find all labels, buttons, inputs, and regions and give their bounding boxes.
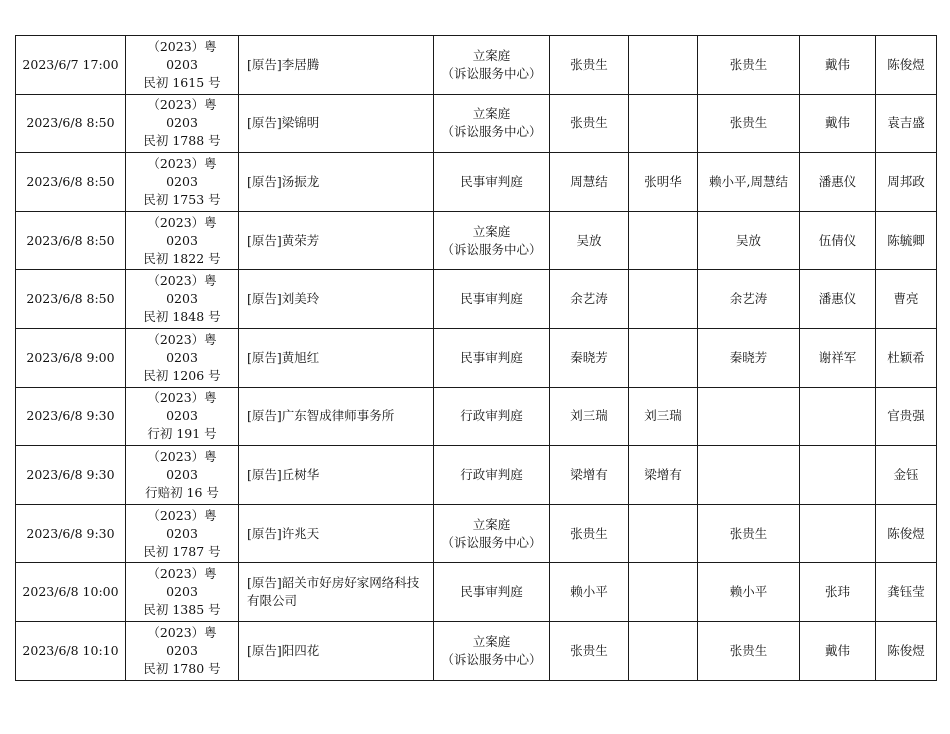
cell-judge [550, 211, 629, 270]
cell-case-number-text: （2023）粤 0203 [147, 38, 217, 72]
cell-party-text: [原告]阳四花 [247, 642, 320, 658]
cell-party-text: [原告]黄旭红 [247, 349, 320, 365]
cell-party-text: [原告]韶关市好房好家网络科技有限公司 [247, 575, 420, 609]
cell-col8 [800, 563, 876, 622]
cell-col7 [698, 563, 800, 622]
cell-col8-text: 伍倩仪 [818, 232, 857, 248]
cell-case-number-text: 民初 1615 号 [143, 74, 221, 90]
cell-party-text: [原告]李居腾 [247, 56, 320, 72]
hearing-schedule-table [15, 35, 937, 681]
cell-judge [550, 504, 629, 563]
cell-tribunal [434, 387, 550, 446]
cell-col7 [698, 387, 800, 446]
cell-judge-text: 张贵生 [570, 115, 608, 131]
cell-col7-text: 余艺涛 [729, 291, 768, 307]
cell-hearing-time-text: 2023/6/7 17:00 [22, 56, 119, 72]
cell-party [239, 153, 434, 212]
cell-tribunal [434, 621, 550, 680]
cell-party-text: [原告]刘美玲 [247, 291, 320, 307]
cell-col9 [876, 36, 937, 95]
table-row [16, 153, 937, 212]
cell-col9 [876, 563, 937, 622]
cell-case-number-text: 民初 1753 号 [143, 191, 221, 207]
cell-col8 [800, 36, 876, 95]
cell-judge-text: 梁增有 [570, 466, 608, 482]
cell-party [239, 328, 434, 387]
cell-col7 [698, 328, 800, 387]
cell-hearing-time [16, 36, 126, 95]
cell-tribunal-text: （诉讼服务中心） [441, 65, 542, 81]
cell-case-number [126, 387, 239, 446]
cell-col6 [629, 621, 698, 680]
cell-tribunal-text: 民事审判庭 [460, 584, 523, 600]
cell-judge [550, 563, 629, 622]
cell-judge [550, 153, 629, 212]
cell-case-number [126, 621, 239, 680]
cell-case-number-text: 民初 1848 号 [143, 309, 221, 325]
cell-party [239, 504, 434, 563]
cell-col8 [800, 504, 876, 563]
cell-col6 [629, 94, 698, 153]
cell-case-number [126, 36, 239, 95]
cell-col6 [629, 153, 698, 212]
cell-col6 [629, 211, 698, 270]
cell-case-number-text: 民初 1787 号 [143, 543, 221, 559]
cell-judge [550, 387, 629, 446]
cell-judge [550, 270, 629, 329]
cell-col7 [698, 153, 800, 212]
cell-col7 [698, 621, 800, 680]
cell-hearing-time-text: 2023/6/8 9:30 [26, 466, 115, 482]
table-row [16, 446, 937, 505]
cell-col7 [698, 94, 800, 153]
cell-case-number-text: （2023）粤 0203 [147, 331, 217, 365]
cell-col9 [876, 446, 937, 505]
cell-case-number-text: （2023）粤 0203 [147, 448, 217, 482]
cell-tribunal-text: 立案庭 [472, 47, 511, 63]
cell-party [239, 446, 434, 505]
cell-case-number [126, 504, 239, 563]
table-row [16, 504, 937, 563]
cell-col8 [800, 211, 876, 270]
cell-tribunal [434, 36, 550, 95]
cell-col9-text: 周邦政 [887, 173, 925, 189]
cell-col8-text: 戴伟 [824, 642, 850, 658]
cell-col9-text: 杜颖希 [887, 349, 925, 365]
cell-case-number [126, 328, 239, 387]
cell-case-number-text: 行初 191 号 [147, 426, 217, 442]
cell-hearing-time-text: 2023/6/8 8:50 [26, 232, 115, 248]
cell-col8-text: 谢祥军 [818, 349, 857, 365]
cell-party [239, 270, 434, 329]
cell-col9-text: 陈俊煜 [887, 525, 925, 541]
cell-judge-text: 吴放 [576, 232, 602, 248]
cell-col6-text: 梁增有 [644, 466, 682, 482]
cell-col6-text: 张明华 [644, 173, 682, 189]
cell-case-number-text: 民初 1788 号 [143, 133, 221, 149]
cell-hearing-time-text: 2023/6/8 9:30 [26, 408, 115, 424]
cell-col8 [800, 270, 876, 329]
cell-judge-text: 赖小平 [570, 584, 608, 600]
cell-col9 [876, 504, 937, 563]
table-row [16, 94, 937, 153]
cell-hearing-time [16, 387, 126, 446]
table-row [16, 387, 937, 446]
cell-case-number-text: 民初 1780 号 [143, 660, 221, 676]
cell-col6 [629, 387, 698, 446]
cell-tribunal-text: 立案庭 [472, 223, 511, 239]
cell-case-number [126, 446, 239, 505]
cell-tribunal-text: （诉讼服务中心） [441, 534, 542, 550]
cell-party-text: [原告]许兆天 [247, 525, 320, 541]
cell-case-number-text: （2023）粤 0203 [147, 566, 217, 600]
cell-col9 [876, 621, 937, 680]
cell-judge-text: 张贵生 [570, 525, 608, 541]
cell-hearing-time-text: 2023/6/8 9:30 [26, 525, 115, 541]
cell-judge-text: 秦晓芳 [570, 349, 608, 365]
cell-case-number-text: 民初 1822 号 [143, 250, 221, 266]
cell-col9-text: 陈俊煜 [887, 56, 925, 72]
cell-tribunal [434, 446, 550, 505]
cell-hearing-time [16, 446, 126, 505]
cell-party-text: [原告]广东智成律师事务所 [247, 408, 395, 424]
cell-hearing-time [16, 504, 126, 563]
schedule-body [16, 36, 937, 681]
cell-judge-text: 周慧结 [570, 173, 608, 189]
cell-case-number-text: 民初 1206 号 [143, 367, 221, 383]
cell-col7 [698, 504, 800, 563]
cell-case-number-text: （2023）粤 0203 [147, 214, 217, 248]
cell-tribunal-text: （诉讼服务中心） [441, 241, 542, 257]
cell-judge [550, 94, 629, 153]
cell-col7-text: 张贵生 [729, 115, 768, 131]
cell-col7 [698, 211, 800, 270]
cell-hearing-time [16, 621, 126, 680]
cell-col7-text: 吴放 [735, 232, 761, 248]
cell-judge [550, 36, 629, 95]
cell-party-text: [原告]梁锦明 [247, 115, 320, 131]
cell-tribunal-text: 民事审判庭 [460, 349, 523, 365]
cell-hearing-time-text: 2023/6/8 8:50 [26, 173, 115, 189]
table-row [16, 211, 937, 270]
cell-col7-text: 秦晓芳 [729, 349, 768, 365]
cell-tribunal-text: 行政审判庭 [460, 408, 523, 424]
cell-col9 [876, 328, 937, 387]
cell-hearing-time-text: 2023/6/8 9:00 [26, 349, 115, 365]
cell-col6 [629, 563, 698, 622]
cell-case-number [126, 270, 239, 329]
table-row [16, 36, 937, 95]
cell-tribunal [434, 328, 550, 387]
cell-col8 [800, 387, 876, 446]
table-row [16, 563, 937, 622]
cell-case-number [126, 211, 239, 270]
cell-judge [550, 621, 629, 680]
cell-case-number [126, 153, 239, 212]
cell-case-number-text: （2023）粤 0203 [147, 155, 217, 189]
cell-tribunal [434, 270, 550, 329]
cell-col7-text: 张贵生 [729, 56, 768, 72]
cell-col8 [800, 94, 876, 153]
cell-party [239, 621, 434, 680]
cell-col6 [629, 446, 698, 505]
cell-col6 [629, 36, 698, 95]
table-row [16, 328, 937, 387]
cell-col9 [876, 270, 937, 329]
cell-hearing-time [16, 153, 126, 212]
cell-tribunal [434, 94, 550, 153]
cell-col8-text: 潘惠仪 [818, 291, 857, 307]
cell-col7 [698, 446, 800, 505]
cell-col6 [629, 504, 698, 563]
cell-col9-text: 陈俊煜 [887, 642, 925, 658]
cell-col6-text: 刘三瑞 [644, 408, 682, 424]
cell-tribunal-text: （诉讼服务中心） [441, 124, 542, 140]
cell-hearing-time-text: 2023/6/8 8:50 [26, 115, 115, 131]
cell-col9-text: 陈毓卿 [887, 232, 925, 248]
cell-judge-text: 张贵生 [570, 56, 608, 72]
cell-party [239, 36, 434, 95]
cell-col6 [629, 270, 698, 329]
cell-party [239, 211, 434, 270]
cell-col8-text: 戴伟 [824, 115, 850, 131]
cell-col7-text: 赖小平,周慧结 [709, 173, 788, 189]
cell-tribunal [434, 153, 550, 212]
table-row [16, 621, 937, 680]
cell-judge-text: 刘三瑞 [570, 408, 608, 424]
cell-tribunal-text: 行政审判庭 [460, 466, 523, 482]
cell-tribunal-text: （诉讼服务中心） [441, 651, 542, 667]
cell-col9 [876, 211, 937, 270]
cell-col8 [800, 328, 876, 387]
cell-hearing-time [16, 94, 126, 153]
cell-party [239, 563, 434, 622]
table-row [16, 270, 937, 329]
cell-case-number-text: 行赔初 16 号 [145, 484, 219, 500]
cell-hearing-time [16, 563, 126, 622]
cell-tribunal-text: 民事审判庭 [460, 291, 523, 307]
cell-col9 [876, 387, 937, 446]
cell-judge [550, 446, 629, 505]
cell-col7-text: 赖小平 [729, 584, 768, 600]
cell-col9-text: 龚钰莹 [887, 584, 925, 600]
cell-col6 [629, 328, 698, 387]
cell-col8-text: 潘惠仪 [818, 173, 857, 189]
cell-col9-text: 袁吉盛 [887, 115, 925, 131]
cell-party-text: [原告]黄荣芳 [247, 232, 320, 248]
cell-party-text: [原告]丘树华 [247, 466, 320, 482]
cell-col8 [800, 153, 876, 212]
cell-col9 [876, 94, 937, 153]
cell-hearing-time-text: 2023/6/8 8:50 [26, 291, 115, 307]
cell-tribunal-text: 立案庭 [472, 106, 511, 122]
cell-case-number [126, 94, 239, 153]
hearing-schedule-page [15, 35, 936, 681]
cell-hearing-time [16, 211, 126, 270]
cell-col8 [800, 621, 876, 680]
cell-col7 [698, 270, 800, 329]
cell-judge [550, 328, 629, 387]
cell-judge-text: 余艺涛 [570, 291, 608, 307]
cell-judge-text: 张贵生 [570, 642, 608, 658]
cell-hearing-time-text: 2023/6/8 10:00 [22, 584, 119, 600]
cell-tribunal-text: 立案庭 [472, 633, 511, 649]
cell-tribunal-text: 立案庭 [472, 516, 511, 532]
cell-col8-text: 戴伟 [824, 56, 850, 72]
cell-case-number-text: 民初 1385 号 [143, 602, 221, 618]
cell-col9-text: 曹亮 [893, 291, 919, 307]
cell-col7 [698, 36, 800, 95]
cell-case-number-text: （2023）粤 0203 [147, 390, 217, 424]
cell-col7-text: 张贵生 [729, 525, 768, 541]
cell-col8-text: 张玮 [824, 584, 850, 600]
cell-col9-text: 金钰 [893, 466, 919, 482]
cell-hearing-time [16, 270, 126, 329]
cell-col9-text: 官贵强 [887, 408, 925, 424]
cell-col7-text: 张贵生 [729, 642, 768, 658]
cell-case-number-text: （2023）粤 0203 [147, 273, 217, 307]
cell-case-number-text: （2023）粤 0203 [147, 507, 217, 541]
cell-case-number-text: （2023）粤 0203 [147, 624, 217, 658]
cell-tribunal-text: 民事审判庭 [460, 173, 523, 189]
cell-party-text: [原告]汤振龙 [247, 173, 320, 189]
cell-tribunal [434, 563, 550, 622]
cell-tribunal [434, 211, 550, 270]
cell-party [239, 94, 434, 153]
cell-col9 [876, 153, 937, 212]
cell-hearing-time-text: 2023/6/8 10:10 [22, 642, 119, 658]
cell-party [239, 387, 434, 446]
cell-case-number [126, 563, 239, 622]
cell-hearing-time [16, 328, 126, 387]
cell-case-number-text: （2023）粤 0203 [147, 97, 217, 131]
cell-tribunal [434, 504, 550, 563]
cell-col8 [800, 446, 876, 505]
